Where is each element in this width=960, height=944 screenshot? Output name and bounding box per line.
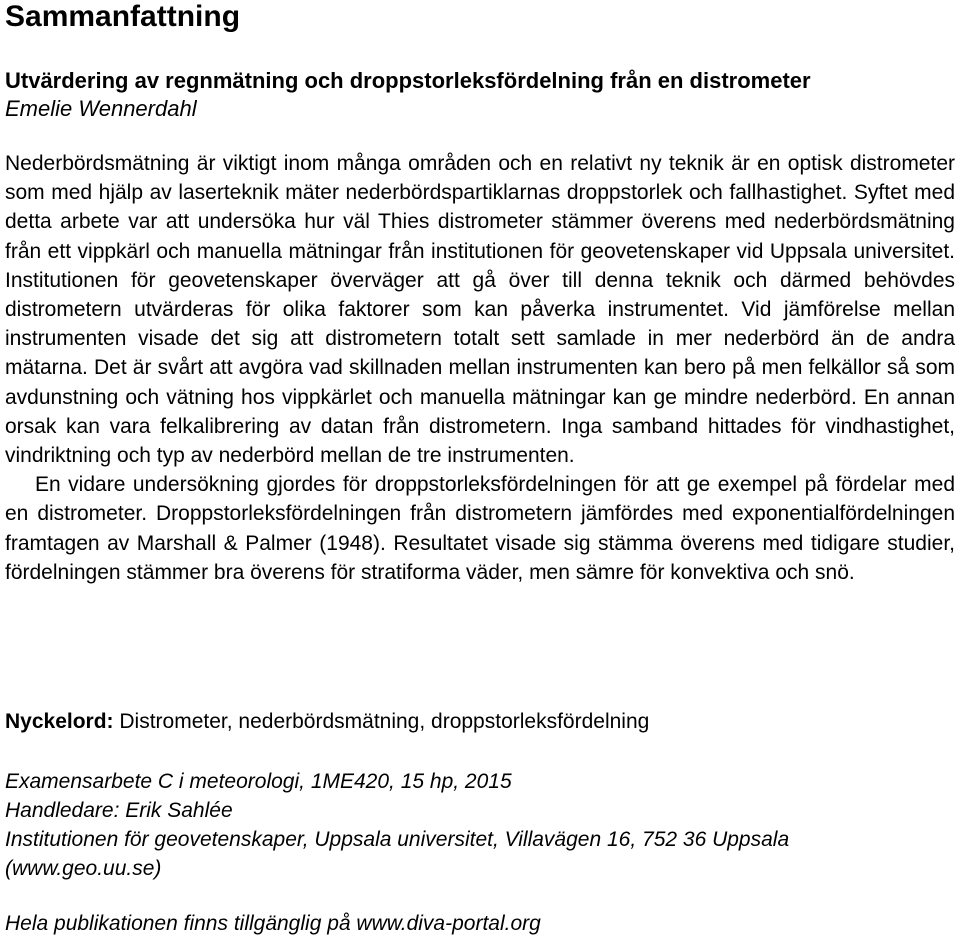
keywords-line (5, 708, 649, 736)
abstract-paragraph-2: En vidare undersökning gjordes för droppstorleksfördelningen för att ge exempel på fördelar med en distrometer. Droppstorleksfördelningen från distrometern jämfördes med exponentialfördelningen framtagen av Marshall & Palmer (1948). Resultatet visade sig stämma överens med tidigare studier, fördelningen stämmer bra överens för stratiforma väder, men sämre för konvektiva och snö. (5, 473, 955, 584)
abstract-paragraph-1: Nederbördsmätning är viktigt inom många områden och en relativt ny teknik är en optisk distrometer som med hjälp av laserteknik mäter nederbördspartiklarnas droppstorlek och fallhastighet. Syftet med detta arbete var att undersöka hur väl Thies distrometer stämmer överens med nederbördsmätning från ett vippkärl och manuella mätningar från institutionen för geovetenskaper vid Uppsala universitet. Institutionen för geovetenskaper överväger att gå över till denna teknik och därmed behövdes distrometern utvärderas för olika faktorer som kan påverka instrumentet. Vid jämförelse mellan instrumenten visade det sig att distrometern totalt sett samlade in mer nederbörd än de andra mätarna. Det är svårt att avgöra vad skillnaden mellan instrumenten kan bero på men felkällor så som avdunstning och vätning hos vippkärlet och manuella mätningar kan ge mindre nederbörd. En annan orsak kan vara felkalibrering av datan från distrometern. Inga samband hittades för vindhastighet, vindriktning och typ av nederbörd mellan de tre instrumenten. (5, 152, 955, 468)
page-title: Sammanfattning (5, 0, 241, 33)
author-name: Emelie Wennerdahl (5, 96, 197, 121)
thesis-meta (5, 767, 955, 883)
abstract-body (5, 149, 955, 587)
institution-address: Institutionen för geovetenskaper, Uppsala universitet, Villavägen 16, 752 36 Uppsala (5, 828, 790, 851)
keywords-text: Distrometer, nederbördsmätning, droppstorleksfördelning (113, 710, 650, 733)
course-info: Examensarbete C i meteorologi, 1ME420, 15 hp, 2015 (5, 770, 512, 793)
institution-website: (www.geo.uu.se) (5, 857, 162, 880)
supervisor-info: Handledare: Erik Sahlée (5, 799, 233, 822)
keywords-label: Nyckelord: (5, 710, 114, 733)
thesis-title: Utvärdering av regnmätning och droppstorleksfördelning från en distrometer (5, 68, 811, 93)
publication-note: Hela publikationen finns tillgänglig på www.diva-portal.org (5, 912, 541, 935)
